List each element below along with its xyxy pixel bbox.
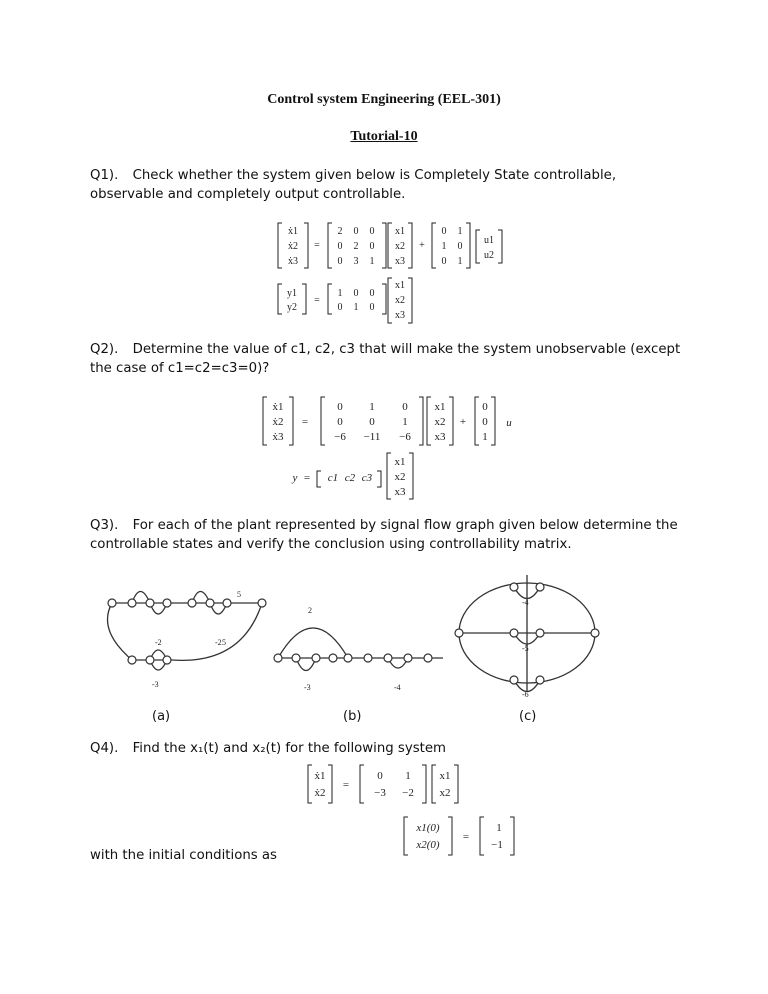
- q4-x0-val-1: 1: [496, 822, 502, 834]
- q4-a-22: −2: [402, 787, 414, 799]
- q2-x-1: x1: [434, 401, 446, 413]
- svg-text:-4: -4: [394, 683, 401, 692]
- q1-b-12: 1: [457, 226, 463, 237]
- q2-x-2: x2: [434, 416, 446, 428]
- q1-a-33: 1: [369, 256, 375, 267]
- q2-x2-1: x1: [394, 456, 406, 468]
- q1-b-11: 0: [441, 226, 447, 237]
- question-number: Q4).: [90, 741, 119, 756]
- q1-a-32: 3: [353, 256, 359, 267]
- svg-text:=: =: [301, 416, 309, 428]
- q2-u: u: [506, 417, 512, 429]
- q2-a-21: 0: [337, 416, 343, 428]
- signal-flow-graph-a: [92, 575, 277, 695]
- svg-text:-2: -2: [155, 638, 162, 647]
- q1-b-31: 0: [441, 256, 447, 267]
- q2-state-equations: [255, 393, 525, 503]
- question-1: [90, 166, 690, 204]
- q2-a-23: 1: [402, 416, 408, 428]
- svg-text:=: =: [303, 472, 311, 484]
- svg-text:=: =: [342, 779, 350, 791]
- q2-a-33: −6: [399, 431, 411, 443]
- q2-b-1: 0: [482, 401, 488, 413]
- q1-a-31: 0: [337, 256, 343, 267]
- signal-flow-graph-b: [268, 598, 453, 698]
- q4-state-equation: [302, 762, 472, 808]
- q2-a-13: 0: [402, 401, 408, 413]
- q1-lhs-state-1: ẋ1: [288, 226, 298, 237]
- q1-x2-2: x2: [395, 295, 405, 306]
- question-text: Determine the value of c1, c2, c3 that will make the system unobservable (except the case of c1=c2=c3=0)?: [90, 342, 681, 376]
- question-number: Q1).: [90, 168, 119, 183]
- q2-a-32: −11: [363, 431, 381, 443]
- q4-x-1: x1: [439, 770, 451, 782]
- question-3: [90, 516, 690, 554]
- q4-initial-conditions: [398, 814, 523, 860]
- q4-lhs-2: ẋ2: [314, 787, 326, 799]
- question-4: [90, 739, 690, 758]
- q2-c-2: c2: [344, 472, 356, 484]
- q1-x-2: x2: [395, 241, 405, 252]
- q1-b-22: 0: [457, 241, 463, 252]
- q2-x-3: x3: [434, 431, 446, 443]
- q1-lhs-state-2: ẋ2: [288, 241, 298, 252]
- q1-c-13: 0: [369, 288, 375, 299]
- svg-text:2: 2: [308, 606, 312, 615]
- svg-text:5: 5: [222, 638, 226, 647]
- q1-x2-3: x3: [395, 310, 405, 321]
- q2-a-22: 0: [369, 416, 375, 428]
- caption-b: (b): [343, 709, 362, 724]
- q4-x-2: x2: [439, 787, 451, 799]
- svg-text:=: =: [314, 295, 320, 306]
- q4-a-21: −3: [374, 787, 386, 799]
- svg-text:+: +: [459, 416, 467, 428]
- svg-text:-2: -2: [215, 638, 222, 647]
- q1-a-23: 0: [369, 241, 375, 252]
- svg-text:+: +: [419, 240, 425, 251]
- svg-text:5: 5: [237, 590, 241, 599]
- q4-a-11: 0: [377, 770, 383, 782]
- q2-lhs-1: ẋ1: [272, 401, 284, 413]
- svg-text:=: =: [314, 240, 320, 251]
- question-number: Q3).: [90, 518, 119, 533]
- q1-c-22: 1: [353, 302, 359, 313]
- question-number: Q2).: [90, 342, 119, 357]
- q2-lhs-3: ẋ3: [272, 431, 284, 443]
- caption-c: (c): [519, 709, 537, 724]
- q1-y-1: y1: [287, 288, 297, 299]
- question-text: Check whether the system given below is Completely State controllable, observable and completely output controllable.: [90, 168, 617, 202]
- q1-y-2: y2: [287, 302, 297, 313]
- q2-a-11: 0: [337, 401, 343, 413]
- q1-b-32: 1: [457, 256, 463, 267]
- q1-x2-1: x1: [395, 280, 405, 291]
- q1-c-23: 0: [369, 302, 375, 313]
- q4-x0-1: x1(0): [416, 822, 440, 834]
- caption-a: (a): [152, 709, 171, 724]
- question-2: [90, 340, 690, 378]
- q4-x0-2: x2(0): [416, 839, 440, 851]
- q4-x0-val-2: −1: [491, 839, 503, 851]
- q1-a-13: 0: [369, 226, 375, 237]
- q2-x2-2: x2: [394, 471, 406, 483]
- svg-text:=: =: [462, 831, 470, 843]
- question-text: For each of the plant represented by signal flow graph given below determine the controllable states and verify the conclusion using controllability matrix.: [90, 518, 678, 552]
- q1-b-21: 1: [441, 241, 447, 252]
- q1-c-11: 1: [337, 288, 343, 299]
- q2-a-31: −6: [334, 431, 346, 443]
- q2-c-1: c1: [327, 472, 339, 484]
- q2-a-12: 1: [369, 401, 375, 413]
- svg-text:-3: -3: [152, 680, 159, 689]
- svg-text:-5: -5: [522, 644, 529, 653]
- q1-state-equations: [270, 218, 520, 328]
- q1-a-22: 2: [353, 241, 359, 252]
- q4-a-12: 1: [405, 770, 411, 782]
- signal-flow-graph-c: [452, 565, 602, 705]
- q2-lhs-2: ẋ2: [272, 416, 284, 428]
- svg-text:-4: -4: [522, 598, 529, 607]
- q1-u-1: u1: [484, 235, 494, 246]
- document-title: Control system Engineering (EEL-301): [267, 92, 501, 107]
- q1-c-12: 0: [353, 288, 359, 299]
- q1-c-21: 0: [337, 302, 343, 313]
- q2-c-3: c3: [361, 472, 373, 484]
- q1-a-12: 0: [353, 226, 359, 237]
- q2-b-2: 0: [482, 416, 488, 428]
- q1-lhs-state-3: ẋ3: [288, 256, 298, 267]
- q4-lhs-1: ẋ1: [314, 770, 326, 782]
- q1-x-3: x3: [395, 256, 405, 267]
- question-text: Find the x₁(t) and x₂(t) for the following system: [132, 741, 447, 756]
- q1-a-21: 0: [337, 241, 343, 252]
- q2-b-3: 1: [482, 431, 488, 443]
- q2-y: y: [292, 472, 298, 484]
- document-subtitle: Tutorial-10: [350, 129, 418, 144]
- q4-initial-conditions-text: with the initial conditions as: [90, 848, 277, 863]
- q1-u-2: u2: [484, 250, 494, 261]
- q1-a-11: 2: [337, 226, 343, 237]
- q2-x2-3: x3: [394, 486, 406, 498]
- svg-text:-3: -3: [304, 683, 311, 692]
- svg-text:-6: -6: [522, 690, 529, 699]
- q1-x-1: x1: [395, 226, 405, 237]
